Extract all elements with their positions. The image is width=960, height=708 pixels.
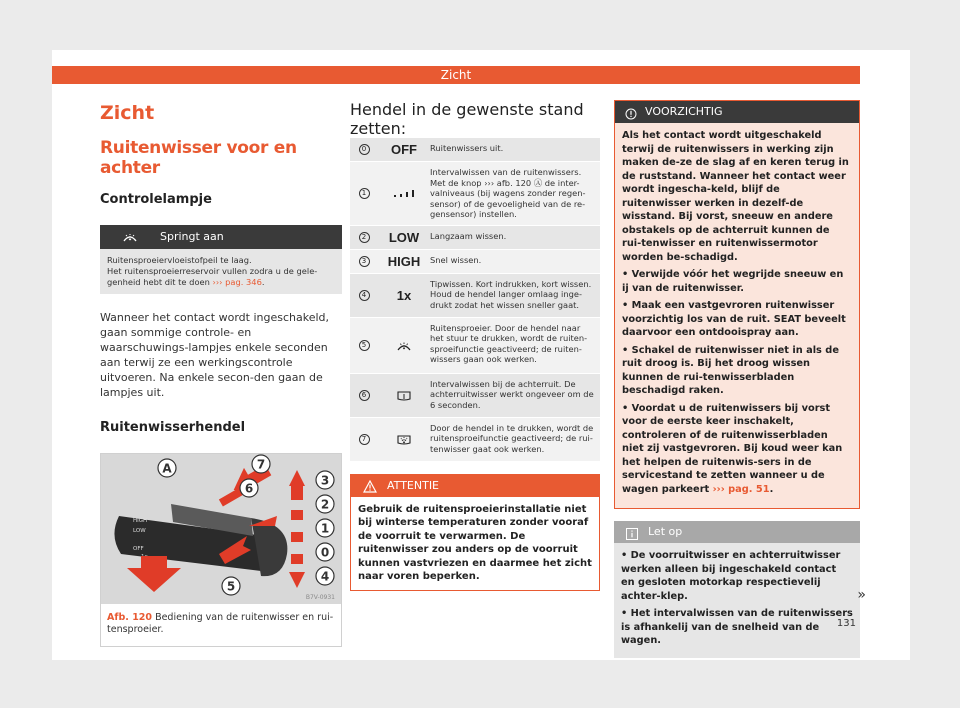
attentie-box [350, 474, 600, 591]
continue-mark: » [857, 587, 866, 603]
voorzichtig-bullet4-text: • Voordat u de ruitenwissers bij vorst voor de eerste keer inschakelt, controleren of de ruitenwisserbladen niet zij vastgevroren. Bij koud weer kan het helpen de ruitenwis-sers in de servicestand te zetten wanneer u de wagen parkeert [622, 402, 843, 495]
lamp-text-end: . [261, 277, 265, 287]
position-description: Ruitensproeier. Door de hendel naar het stuur te drukken, wordt de ruiten-sproeifunctie geactiveerd; de ruiten-wissers gaan ook werken. [430, 322, 588, 364]
attentie-text: Gebruik de ruitensproeierinstallatie niet bij winterse temperaturen zonder vooraf de voorruit te verwarmen. De ruitenwisser zou anders op de voorruit kunnen vastvriezen en daarmee het zicht naar voren beperken. [358, 503, 592, 582]
page-xref-link[interactable]: ››› pag. 346 [212, 277, 262, 287]
position-number [350, 138, 378, 161]
middle-column [350, 100, 600, 591]
position-circle: 2 [359, 232, 370, 243]
stalk-label-low: LOW [133, 528, 146, 534]
position-number [350, 318, 378, 373]
right-column [614, 100, 860, 658]
lamp-text-line2: Het ruitensproeierreservoir vullen zodra u de gele-genheid hebt dit te doen [107, 266, 318, 287]
position-symbol: LOW [388, 229, 420, 245]
table-header: Hendel in de gewenste stand zetten: [350, 100, 584, 138]
callout-3: 3 [320, 473, 330, 488]
rear-wiper-icon [378, 374, 430, 417]
table-row [350, 274, 600, 318]
voorzichtig-bullet [622, 402, 852, 497]
table-row [350, 374, 600, 418]
figure-caption-text: Bediening van de ruitenwisser en rui-tensproeier. [107, 612, 334, 635]
voorzichtig-text [615, 123, 859, 508]
position-symbol: HIGH [387, 253, 421, 269]
let-op-bullet: • De voorruitwisser en achterruitwisser werken alleen bij ingeschakeld contact en gesloten motorkap respectievelij achter-klep. [621, 550, 841, 602]
callout-2: 2 [320, 497, 330, 512]
wiper-stalk-illustration [101, 454, 341, 604]
position-description: Intervalwissen bij de achterruit. De achterruitwisser werkt ongeveer om de 6 seconden. [430, 378, 594, 410]
intro-paragraph: Wanneer het contact wordt ingeschakeld, gaan sommige controle- en waarschuwings-lampjes enkele seconden aan terwij ze een werkingscontrole uitvoeren. Na enkele secon-den gaan de lampjes uit. [100, 311, 330, 399]
voorzichtig-bullet: • Maak een vastgevroren ruitenwisser voorzichtig los van de ruit. SEAT beveelt daarvoor een ontdooispray aan. [622, 300, 846, 338]
lamp-text-line1: Ruitensproeiervloeistofpeil te laag. [107, 255, 252, 265]
warning-lamp-box [100, 225, 342, 294]
callout-0: 0 [320, 545, 330, 560]
warning-lamp-text [100, 249, 342, 294]
position-number [350, 274, 378, 317]
let-op-box [614, 521, 860, 658]
position-description: Ruitenwissers uit. [430, 143, 504, 153]
table-row [350, 318, 600, 374]
table-row [350, 226, 600, 250]
position-number [350, 418, 378, 461]
position-description: Snel wissen. [430, 254, 482, 265]
stalk-label-high: HIGH [133, 518, 148, 524]
position-circle: 0 [359, 144, 370, 155]
callout-4: 4 [320, 569, 330, 584]
attentie-title: ATTENTIE [387, 478, 440, 492]
callout-7: 7 [256, 457, 266, 472]
warning-triangle-icon [363, 479, 377, 501]
table-row [350, 250, 600, 274]
hendel-title: Ruitenwisserhendel [100, 420, 246, 435]
table-row [350, 418, 600, 462]
position-description: Langzaam wissen. [430, 230, 507, 241]
bullet4-end: . [769, 483, 774, 495]
warning-lamp-header [100, 225, 342, 249]
let-op-title: Let op [648, 525, 683, 538]
position-circle: 5 [359, 340, 370, 351]
rear-washer-icon [378, 418, 430, 461]
position-number [350, 374, 378, 417]
figure-caption [107, 612, 335, 636]
voorzichtig-header [615, 101, 859, 123]
warning-lamp-label: Springt aan [160, 230, 224, 243]
position-symbol: OFF [391, 142, 417, 157]
page-xref-link[interactable]: ››› pag. 51 [712, 483, 770, 495]
stalk-label-off: OFF [133, 546, 144, 552]
let-op-header [614, 521, 860, 543]
let-op-bullet: • Het intervalwissen van de ruitenwissers is afhankelij van de snelheid van de wagen. [621, 608, 853, 646]
manual-page [52, 50, 910, 660]
subsection-title: Controlelampje [100, 192, 212, 207]
attentie-header [351, 475, 599, 497]
info-icon [626, 526, 638, 548]
position-number [350, 162, 378, 225]
washer-fluid-icon [100, 231, 160, 243]
voorzichtig-intro: Als het contact wordt uitgeschakeld terwij de ruitenwissers in werking zijn maken de-ze de slag af en keren terug in de ruststand. Wanneer het contact weer wordt ingescha-keld, blijf de ruitenwisser werken in dezelf-de wisstand. Bij vorst, sneeuw en andere obstakels op de achterruit kunnen de rui-tenwisser en ruitenwissermotor worden be-schadigd. [622, 130, 849, 263]
callout-6: 6 [244, 481, 254, 496]
let-op-text [614, 543, 860, 658]
position-circle: 6 [359, 390, 370, 401]
section-title: Ruitenwisser voor en achter [100, 138, 297, 178]
position-number [350, 250, 378, 273]
section-band: Zicht [52, 66, 860, 84]
position-circle: 3 [359, 256, 370, 267]
position-circle: 1 [359, 188, 370, 199]
callout-1: 1 [320, 521, 330, 536]
position-description: Door de hendel in te drukken, wordt de ruitensproeifunctie geactiveerd; de rui-tenwisser gaat ook werken. [430, 422, 594, 454]
voorzichtig-bullet: • Verwijde vóór het wegrijde sneeuw en ij van de ruitenwisser. [622, 269, 844, 294]
figure-caption-label: Afb. 120 [107, 612, 153, 623]
table-row [350, 162, 600, 226]
callout-5: 5 [226, 579, 236, 594]
figure-code: B7V-0931 [305, 594, 335, 601]
voorzichtig-box [614, 100, 860, 509]
position-description: Intervalwissen van de ruitenwissers. Met de knop ››› afb. 120 Ⓐ de inter-valniveaus (bij wagens zonder regen-sensor) of de gevoeligheid van de re-gensensor) instellen. [430, 167, 586, 219]
page-number: 131 [836, 618, 856, 629]
position-description: Tipwissen. Kort indrukken, kort wissen. Houd de hendel langer omlaag inge-drukt zodat het wissen sneller gaat. [430, 278, 592, 310]
voorzichtig-title: VOORZICHTIG [645, 105, 723, 118]
voorzichtig-bullet: • Schakel de ruitenwisser niet in als de ruit droog is. Bij het droog wissen kunnen de rui-tenwisserbladen beschadigd raken. [622, 344, 839, 396]
position-circle: 7 [359, 434, 370, 445]
figure-120 [100, 453, 342, 647]
wiper-positions-table [350, 100, 600, 462]
interval-bars-icon [378, 162, 430, 225]
table-row [350, 138, 600, 162]
exclamation-circle-icon [625, 106, 637, 128]
chapter-title: Zicht [100, 102, 155, 124]
position-number [350, 226, 378, 249]
callout-A: A [162, 461, 172, 476]
front-washer-icon [378, 318, 430, 373]
left-column [100, 100, 342, 647]
position-symbol: 1x [396, 287, 412, 303]
position-circle: 4 [359, 290, 370, 301]
